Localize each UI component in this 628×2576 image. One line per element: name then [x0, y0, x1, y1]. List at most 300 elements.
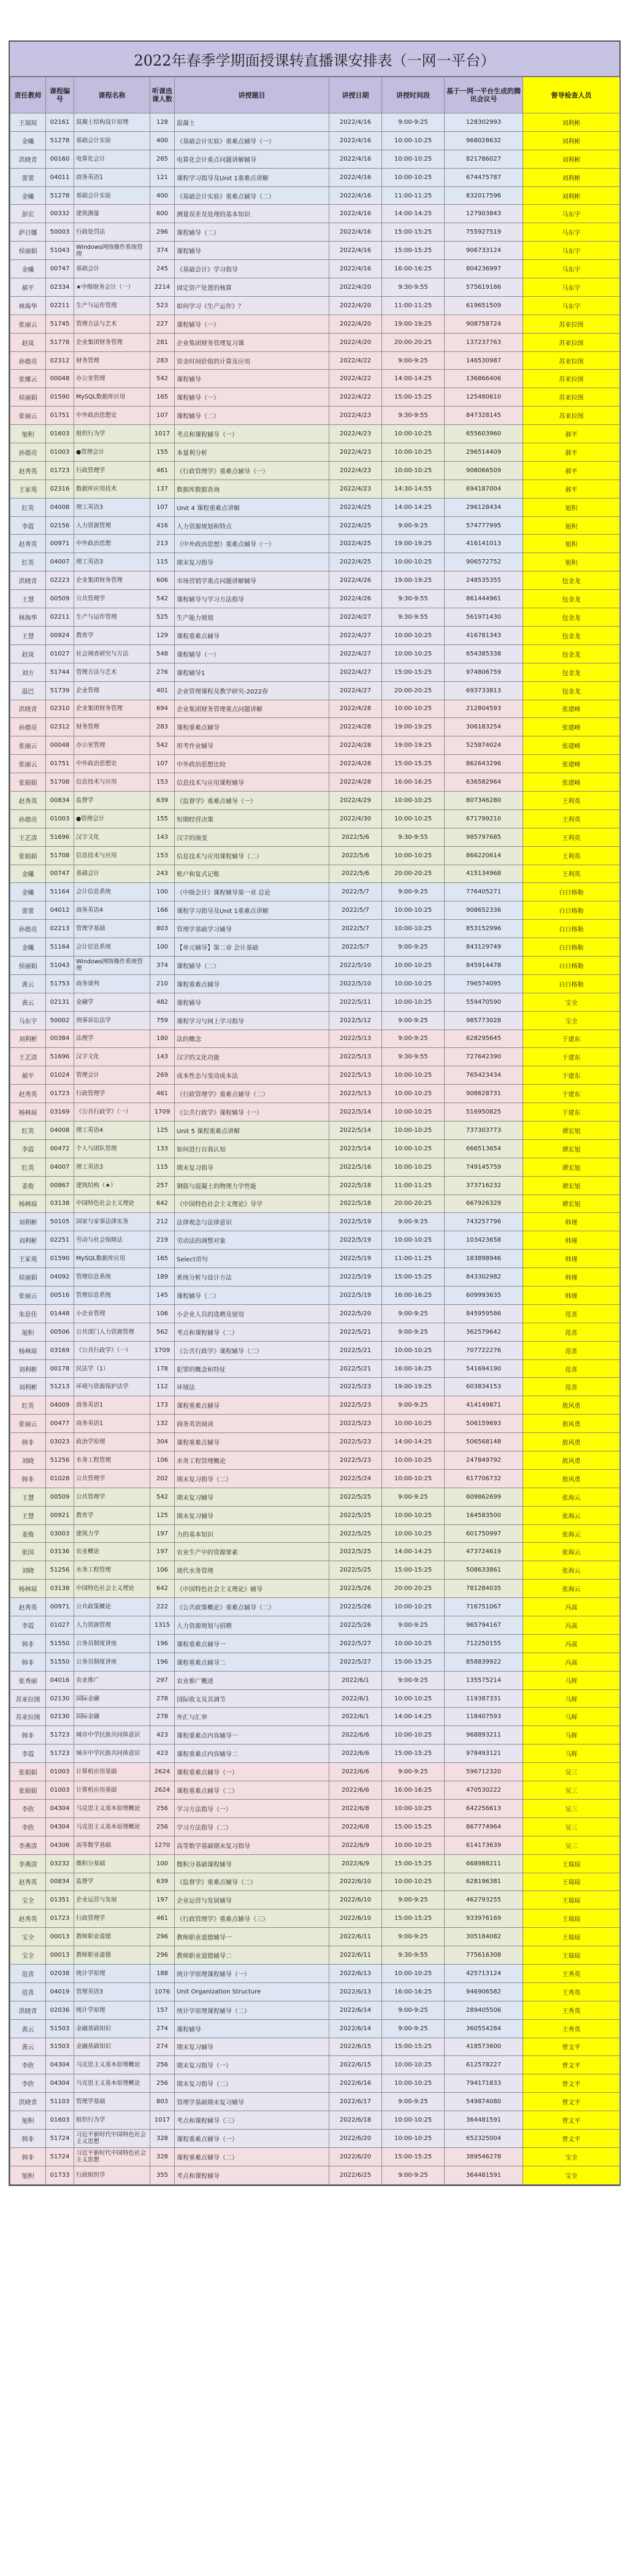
- cell-course-name: 教师职业道德: [74, 1946, 150, 1965]
- cell-teacher: 刘利彬: [10, 1231, 46, 1250]
- cell-meeting-id: 362579642: [445, 1323, 523, 1341]
- cell-enrollment: 400: [150, 186, 175, 205]
- cell-meeting-id: 843129749: [445, 938, 523, 957]
- cell-enrollment: 100: [150, 1854, 175, 1873]
- cell-course-name: 理工英语4: [74, 1121, 150, 1139]
- cell-time: 9:00-9:25: [382, 883, 445, 901]
- cell-date: 2022/4/16: [329, 150, 382, 168]
- cell-enrollment: 125: [150, 1121, 175, 1139]
- cell-enrollment: 210: [150, 974, 175, 993]
- cell-time: 10:00-10:25: [382, 2111, 445, 2130]
- cell-course-name: 理工英语3: [74, 1158, 150, 1176]
- table-row: [10, 938, 620, 957]
- cell-course-name: 商务英语4: [74, 901, 150, 920]
- cell-time: 9:30-9:55: [382, 407, 445, 425]
- cell-inspector: 王瑞琼: [523, 1928, 620, 1946]
- cell-teacher: 张娟娟: [10, 1781, 46, 1800]
- cell-course-code: 51550: [46, 1634, 74, 1653]
- cell-inspector: 苏亚拉图: [523, 407, 620, 425]
- cell-meeting-id: 462793255: [445, 1891, 523, 1909]
- cell-enrollment: 219: [150, 1231, 175, 1250]
- cell-time: 16:00-16:25: [382, 1286, 445, 1305]
- cell-enrollment: 196: [150, 1634, 175, 1653]
- cell-course-code: 51278: [46, 186, 74, 205]
- header-inspector: 督导检查人员: [523, 77, 620, 113]
- table-row: [10, 1085, 620, 1103]
- cell-meeting-id: 807346280: [445, 791, 523, 809]
- cell-course-code: 03003: [46, 1524, 74, 1543]
- table-row: [10, 1304, 620, 1323]
- cell-meeting-id: 516950825: [445, 1103, 523, 1122]
- cell-course-code: 01723: [46, 1085, 74, 1103]
- cell-course-code: 00834: [46, 1873, 74, 1891]
- cell-teacher: 旭积: [10, 2166, 46, 2184]
- cell-date: 2022/4/22: [329, 351, 382, 370]
- cell-teacher: 红英: [10, 1158, 46, 1176]
- cell-inspector: 吴三: [523, 1817, 620, 1836]
- cell-enrollment: 125: [150, 1506, 175, 1524]
- cell-teacher: 孙德亮: [10, 351, 46, 370]
- cell-date: 2022/6/15: [329, 2056, 382, 2074]
- cell-teacher: 张丽云: [10, 1415, 46, 1433]
- cell-course-code: 51103: [46, 2093, 74, 2111]
- cell-course-code: 01733: [46, 2166, 74, 2184]
- cell-date: 2022/6/8: [329, 1799, 382, 1817]
- cell-teacher: 林海华: [10, 296, 46, 315]
- cell-inspector: 冯嵩: [523, 1616, 620, 1635]
- cell-time: 10:00-10:25: [382, 150, 445, 168]
- cell-meeting-id: 668988211: [445, 1854, 523, 1873]
- cell-date: 2022/6/15: [329, 2038, 382, 2056]
- cell-inspector: 于建东: [523, 1103, 620, 1122]
- cell-inspector: 张建峰: [523, 700, 620, 718]
- cell-inspector: 王瑞琼: [523, 1946, 620, 1965]
- table-row: [10, 443, 620, 462]
- cell-time: 10:00-10:25: [382, 1689, 445, 1708]
- table-row: [10, 644, 620, 663]
- cell-teacher: 侯丽娟: [10, 956, 46, 974]
- cell-time: 14:00-14:25: [382, 370, 445, 388]
- table-row: [10, 1873, 620, 1891]
- cell-course-code: 02213: [46, 920, 74, 938]
- cell-inspector: 马辉: [523, 1671, 620, 1689]
- cell-meeting-id: 906572752: [445, 553, 523, 571]
- cell-course-name: 办公室管理: [74, 370, 150, 388]
- cell-teacher: 郝平: [10, 278, 46, 297]
- cell-meeting-id: 667926329: [445, 1194, 523, 1213]
- table-row: [10, 1817, 620, 1836]
- cell-inspector: 韩瑾: [523, 1231, 620, 1250]
- cell-course-name: 城市中学民族共同体意识: [74, 1726, 150, 1745]
- cell-inspector: 包金龙: [523, 626, 620, 644]
- cell-course-name: 政治学原理: [74, 1433, 150, 1451]
- cell-time: 15:00-15:25: [382, 1653, 445, 1671]
- cell-date: 2022/5/25: [329, 1561, 382, 1580]
- cell-inspector: 敖风勇: [523, 1469, 620, 1488]
- cell-inspector: 王瑞琼: [523, 1891, 620, 1909]
- cell-inspector: 郝平: [523, 461, 620, 480]
- cell-inspector: 王瑞琼: [523, 1854, 620, 1873]
- cell-date: 2022/4/20: [329, 333, 382, 351]
- cell-meeting-id: 118407593: [445, 1708, 523, 1726]
- table-row: [10, 2001, 620, 2019]
- cell-meeting-id: 908758724: [445, 315, 523, 333]
- cell-date: 2022/6/18: [329, 2111, 382, 2130]
- table-row: [10, 2074, 620, 2093]
- cell-meeting-id: 755927519: [445, 223, 523, 242]
- cell-enrollment: 213: [150, 535, 175, 553]
- cell-time: 9:00-9:25: [382, 1616, 445, 1635]
- cell-course-code: 01590: [46, 1250, 74, 1268]
- cell-course-code: 02161: [46, 113, 74, 132]
- cell-time: 9:30-9:55: [382, 1048, 445, 1066]
- cell-time: 20:00-20:25: [382, 1580, 445, 1598]
- cell-date: 2022/5/12: [329, 1011, 382, 1030]
- cell-teacher: 韩非: [10, 1634, 46, 1653]
- table-row: [10, 865, 620, 883]
- cell-time: 10:00-10:25: [382, 1085, 445, 1103]
- cell-course-code: 01003: [46, 443, 74, 462]
- cell-time: 14:30-14:55: [382, 480, 445, 498]
- cell-course-code: 01751: [46, 407, 74, 425]
- cell-course-name: 水务工程管理: [74, 1451, 150, 1470]
- cell-date: 2022/6/11: [329, 1946, 382, 1965]
- cell-meeting-id: 541694190: [445, 1359, 523, 1378]
- cell-date: 2022/4/25: [329, 535, 382, 553]
- cell-date: 2022/6/10: [329, 1873, 382, 1891]
- cell-course-code: 02223: [46, 571, 74, 590]
- cell-inspector: 王秀英: [523, 2001, 620, 2019]
- cell-course-code: 02038: [46, 1964, 74, 1982]
- cell-inspector: 宝全: [523, 2166, 620, 2184]
- cell-teacher: 王家苑: [10, 1250, 46, 1268]
- cell-time: 10:00-10:25: [382, 2074, 445, 2093]
- cell-course-code: 00472: [46, 1139, 74, 1158]
- cell-meeting-id: 609862699: [445, 1488, 523, 1506]
- table-row: [10, 1745, 620, 1763]
- cell-course-name: Windows网络操作系统管理: [74, 956, 150, 974]
- cell-course-name: 管理方法与艺术: [74, 315, 150, 333]
- cell-topic: 《监督学》重难点辅导（一）: [175, 791, 329, 809]
- cell-time: 9:00-9:25: [382, 351, 445, 370]
- cell-course-code: 00921: [46, 1506, 74, 1524]
- cell-teacher: 杨林琼: [10, 1580, 46, 1598]
- cell-course-code: 02211: [46, 608, 74, 627]
- cell-enrollment: 173: [150, 1396, 175, 1415]
- cell-meeting-id: 470530222: [445, 1781, 523, 1800]
- cell-course-name: 公共管理学: [74, 1469, 150, 1488]
- table-row: [10, 2111, 620, 2130]
- cell-teacher: 赵秀英: [10, 791, 46, 809]
- cell-topic: 课程辅导: [175, 993, 329, 1011]
- cell-topic: 法律观念与法律意识: [175, 1213, 329, 1231]
- cell-teacher: 王家苑: [10, 480, 46, 498]
- table-row: [10, 1671, 620, 1689]
- cell-topic: 《行政管理学》重难点辅导（二）: [175, 1085, 329, 1103]
- cell-inspector: 谭宏旭: [523, 1139, 620, 1158]
- cell-topic: 课程辅导（一）: [175, 315, 329, 333]
- cell-teacher: 范喜: [10, 1964, 46, 1982]
- table-row: [10, 1359, 620, 1378]
- cell-meeting-id: 596712320: [445, 1763, 523, 1781]
- header-date: 讲授日期: [329, 77, 382, 113]
- cell-date: 2022/5/7: [329, 938, 382, 957]
- cell-inspector: 范喜: [523, 1304, 620, 1323]
- cell-enrollment: 482: [150, 993, 175, 1011]
- cell-meeting-id: 636582964: [445, 773, 523, 792]
- cell-topic: 期末复习辅导: [175, 2038, 329, 2056]
- cell-date: 2022/4/30: [329, 809, 382, 828]
- cell-inspector: 白日格勒: [523, 883, 620, 901]
- cell-enrollment: 106: [150, 1451, 175, 1470]
- cell-teacher: 蕾蕾: [10, 168, 46, 186]
- cell-inspector: 韩瑾: [523, 1268, 620, 1286]
- cell-teacher: 杨林琼: [10, 1194, 46, 1213]
- cell-enrollment: 274: [150, 2019, 175, 2038]
- cell-topic: 汉字的文化功能: [175, 1048, 329, 1066]
- cell-topic: 教师职业道德辅导二: [175, 1946, 329, 1965]
- table-row: [10, 1763, 620, 1781]
- cell-topic: 课程重难点辅导: [175, 626, 329, 644]
- cell-inspector: 包金龙: [523, 608, 620, 627]
- cell-course-code: 51723: [46, 1726, 74, 1745]
- cell-meeting-id: 136866406: [445, 370, 523, 388]
- cell-meeting-id: 508633861: [445, 1561, 523, 1580]
- cell-topic: 环境法: [175, 1378, 329, 1396]
- cell-topic: 资金时间价值的计算及应用: [175, 351, 329, 370]
- cell-teacher: 洪晓青: [10, 2093, 46, 2111]
- cell-meeting-id: 364481591: [445, 2166, 523, 2184]
- cell-course-name: 管理方法与艺术: [74, 663, 150, 681]
- cell-teacher: 金曦: [10, 260, 46, 278]
- cell-time: 16:00-16:25: [382, 1781, 445, 1800]
- cell-time: 9:00-9:25: [382, 1030, 445, 1048]
- cell-time: 9:00-9:25: [382, 1928, 445, 1946]
- cell-topic: Unit 4 课程重难点讲解: [175, 498, 329, 516]
- cell-time: 9:00-9:25: [382, 1396, 445, 1415]
- table-row: [10, 1891, 620, 1909]
- cell-time: 19:00-19:25: [382, 315, 445, 333]
- cell-course-code: 51164: [46, 883, 74, 901]
- cell-date: 2022/5/11: [329, 993, 382, 1011]
- table-row: [10, 1909, 620, 1928]
- cell-course-name: 公务员制度讲座: [74, 1653, 150, 1671]
- cell-topic: 课程重难点辅导一: [175, 1634, 329, 1653]
- cell-meeting-id: 135575214: [445, 1671, 523, 1689]
- cell-topic: 期末复习指导（二）: [175, 2074, 329, 2093]
- cell-course-name: ●管理会计: [74, 809, 150, 828]
- cell-inspector: 苏亚拉图: [523, 388, 620, 407]
- cell-course-code: 01751: [46, 755, 74, 773]
- cell-time: 10:00-10:25: [382, 700, 445, 718]
- table-row: [10, 535, 620, 553]
- cell-course-code: 02312: [46, 351, 74, 370]
- cell-inspector: 于建东: [523, 1066, 620, 1085]
- table-row: [10, 2166, 620, 2184]
- cell-enrollment: 257: [150, 1176, 175, 1194]
- cell-course-code: 04007: [46, 553, 74, 571]
- cell-meeting-id: 137237763: [445, 333, 523, 351]
- table-row: [10, 370, 620, 388]
- table-row: [10, 828, 620, 846]
- cell-teacher: 宝全: [10, 1891, 46, 1909]
- table-row: [10, 1268, 620, 1286]
- cell-meeting-id: 549874080: [445, 2093, 523, 2111]
- cell-enrollment: 243: [150, 865, 175, 883]
- cell-time: 10:00-10:25: [382, 1799, 445, 1817]
- cell-topic: 测量误差及处理的基本知识: [175, 205, 329, 223]
- cell-enrollment: 401: [150, 681, 175, 700]
- cell-meeting-id: 609993635: [445, 1286, 523, 1305]
- cell-course-code: 51708: [46, 846, 74, 865]
- cell-enrollment: 461: [150, 461, 175, 480]
- cell-topic: 犯罪的概念和特征: [175, 1359, 329, 1378]
- table-row: [10, 1451, 620, 1470]
- cell-course-name: 基础会计: [74, 260, 150, 278]
- cell-time: 9:00-9:25: [382, 938, 445, 957]
- cell-teacher: 黄云: [10, 2019, 46, 2038]
- cell-course-name: 基础会计实验: [74, 131, 150, 150]
- cell-inspector: 谭宏旭: [523, 1121, 620, 1139]
- table-row: [10, 1048, 620, 1066]
- cell-course-code: 02310: [46, 700, 74, 718]
- cell-teacher: 红英: [10, 1396, 46, 1415]
- cell-teacher: 张秀丽: [10, 1671, 46, 1689]
- cell-date: 2022/6/13: [329, 1982, 382, 2001]
- cell-teacher: 杨林琼: [10, 1103, 46, 1122]
- cell-date: 2022/6/10: [329, 1909, 382, 1928]
- cell-topic: 《中国特色社会主义理论》辅导: [175, 1580, 329, 1598]
- cell-course-name: 建筑测量: [74, 205, 150, 223]
- cell-course-name: 民法学（1）: [74, 1359, 150, 1378]
- cell-teacher: 洪晓青: [10, 150, 46, 168]
- cell-meeting-id: 908652336: [445, 901, 523, 920]
- cell-meeting-id: 707722276: [445, 1341, 523, 1359]
- cell-time: 10:00-10:25: [382, 1451, 445, 1470]
- cell-enrollment: 276: [150, 663, 175, 681]
- cell-course-code: 03136: [46, 1543, 74, 1561]
- cell-course-code: 51550: [46, 1653, 74, 1671]
- cell-course-name: 小企业管理: [74, 1304, 150, 1323]
- cell-inspector: 冯嵩: [523, 1634, 620, 1653]
- cell-date: 2022/4/28: [329, 718, 382, 736]
- cell-course-name: 习近平新时代中国特色社会主义思想: [74, 2129, 150, 2147]
- cell-meeting-id: 693733813: [445, 681, 523, 700]
- cell-meeting-id: 614173639: [445, 1836, 523, 1854]
- cell-teacher: 杨林琼: [10, 1341, 46, 1359]
- cell-meeting-id: 619651509: [445, 296, 523, 315]
- cell-date: 2022/6/6: [329, 1763, 382, 1781]
- cell-date: 2022/4/29: [329, 791, 382, 809]
- cell-teacher: 马东宇: [10, 1011, 46, 1030]
- cell-enrollment: 374: [150, 242, 175, 260]
- cell-meeting-id: 858839922: [445, 1653, 523, 1671]
- cell-meeting-id: 908066509: [445, 461, 523, 480]
- cell-topic: 高等数学基础期末复习指导: [175, 1836, 329, 1854]
- cell-course-code: 04092: [46, 1268, 74, 1286]
- cell-course-name: 企业运营与发展: [74, 1891, 150, 1909]
- cell-topic: 课程重难点辅导（二）: [175, 2147, 329, 2166]
- cell-topic: 课程重难点辅导: [175, 1396, 329, 1415]
- cell-time: 10:00-10:25: [382, 956, 445, 974]
- cell-time: 10:00-10:25: [382, 1964, 445, 1982]
- cell-topic: 课程重难点辅导: [175, 1433, 329, 1451]
- cell-time: 20:00-20:25: [382, 333, 445, 351]
- cell-topic: 期末复习指导: [175, 553, 329, 571]
- cell-enrollment: 283: [150, 351, 175, 370]
- table-row: [10, 2038, 620, 2056]
- cell-date: 2022/4/25: [329, 553, 382, 571]
- cell-date: 2022/6/20: [329, 2147, 382, 2166]
- cell-teacher: 黄云: [10, 993, 46, 1011]
- cell-course-name: 汉字文化: [74, 828, 150, 846]
- cell-teacher: 王艺清: [10, 1048, 46, 1066]
- cell-enrollment: 2214: [150, 278, 175, 297]
- cell-topic: 水务工程管理概论: [175, 1451, 329, 1470]
- cell-inspector: 马东宇: [523, 278, 620, 297]
- cell-meeting-id: 666513654: [445, 1139, 523, 1158]
- cell-enrollment: 188: [150, 1964, 175, 1982]
- cell-topic: 电算化会计重点问题讲解辅导: [175, 150, 329, 168]
- cell-course-name: 商务英语1: [74, 1415, 150, 1433]
- cell-time: 15:00-15:25: [382, 663, 445, 681]
- table-row: [10, 1616, 620, 1635]
- cell-teacher: 范喜: [10, 1982, 46, 2001]
- cell-teacher: 王慧: [10, 626, 46, 644]
- cell-teacher: 侯丽娟: [10, 388, 46, 407]
- cell-meeting-id: 843302982: [445, 1268, 523, 1286]
- cell-enrollment: 256: [150, 2074, 175, 2093]
- cell-topic: Unit Organization Structure: [175, 1982, 329, 2001]
- cell-topic: 信息技术与应用课程辅导（二）: [175, 846, 329, 865]
- cell-teacher: 王瑞琼: [10, 113, 46, 132]
- table-row: [10, 681, 620, 700]
- cell-enrollment: 461: [150, 1085, 175, 1103]
- cell-time: 19:00-19:25: [382, 571, 445, 590]
- cell-course-code: 51278: [46, 131, 74, 150]
- cell-enrollment: 355: [150, 2166, 175, 2184]
- cell-teacher: 黄云: [10, 2038, 46, 2056]
- cell-course-name: 管理学基础: [74, 920, 150, 938]
- cell-date: 2022/5/26: [329, 1616, 382, 1635]
- cell-inspector: 刘利彬: [523, 150, 620, 168]
- cell-course-code: 04008: [46, 1121, 74, 1139]
- cell-inspector: 王利英: [523, 791, 620, 809]
- table-row: [10, 920, 620, 938]
- cell-meeting-id: 985773028: [445, 1011, 523, 1030]
- cell-meeting-id: 847328145: [445, 407, 523, 425]
- cell-meeting-id: 906733124: [445, 242, 523, 260]
- cell-inspector: 苏亚拉图: [523, 351, 620, 370]
- cell-date: 2022/4/27: [329, 663, 382, 681]
- cell-enrollment: 1076: [150, 1982, 175, 2001]
- cell-course-name: 组织行为学: [74, 425, 150, 443]
- cell-time: 16:00-16:25: [382, 1982, 445, 2001]
- cell-date: 2022/4/16: [329, 242, 382, 260]
- cell-meeting-id: 968028632: [445, 131, 523, 150]
- cell-course-name: 中外政治思想史: [74, 407, 150, 425]
- cell-topic: 课程重难点辅导二: [175, 1653, 329, 1671]
- cell-time: 11:00-11:25: [382, 1250, 445, 1268]
- cell-time: 10:00-10:25: [382, 993, 445, 1011]
- cell-date: 2022/5/25: [329, 1506, 382, 1524]
- cell-topic: 市场营销学重点问题讲解辅导: [175, 571, 329, 590]
- cell-course-code: 01028: [46, 1469, 74, 1488]
- cell-teacher: 侯丽娟: [10, 1268, 46, 1286]
- cell-inspector: 刘利彬: [523, 113, 620, 132]
- cell-teacher: 李燕清: [10, 1836, 46, 1854]
- cell-enrollment: 115: [150, 1158, 175, 1176]
